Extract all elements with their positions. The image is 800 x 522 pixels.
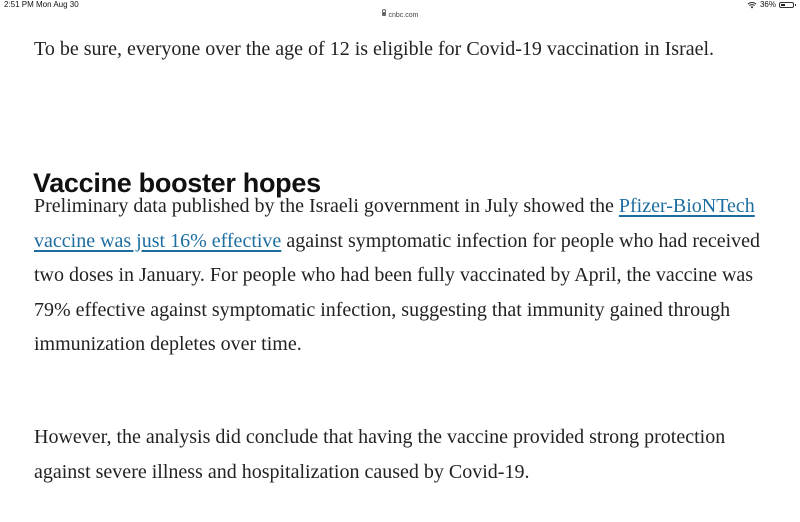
battery-icon: [779, 2, 794, 8]
url-bar[interactable]: [0, 10, 800, 22]
status-bar: [0, 0, 800, 10]
wifi-icon: [747, 2, 757, 9]
battery-fill: [781, 4, 785, 6]
paragraph-2-text-end: against symptomatic infection for people who had received two doses in January. For people who had been fully vaccinated by April, the vaccine was 79% effective against symptomatic infection, suggesting that immunity gained through immunization depletes over time.: [34, 229, 761, 355]
section-heading: Vaccine booster hopes: [33, 168, 321, 198]
battery-percent: 36%: [759, 0, 776, 9]
url-domain[interactable]: cnbc.com: [388, 12, 419, 19]
lock-icon: [382, 12, 386, 16]
paragraph-2-text-start: Preliminary data published by the Israeli government in July showed the: [34, 195, 619, 217]
article-paragraph-2: [34, 189, 774, 362]
status-date: Mon Aug 30: [36, 0, 79, 9]
article-paragraph-1: To be sure, everyone over the age of 12 is eligible for Covid-19 vaccination in Israel.: [34, 38, 715, 60]
status-right-group: [747, 0, 794, 10]
status-time: 2:51 PM: [4, 0, 34, 9]
pfizer-effectiveness-link[interactable]: Pfizer-BioNTech vaccine was just 16% effective: [34, 195, 755, 252]
article-paragraph-3: However, the analysis did conclude that having the vaccine provided strong protection against severe illness and hospitalization caused by Covid-19.: [34, 426, 726, 483]
